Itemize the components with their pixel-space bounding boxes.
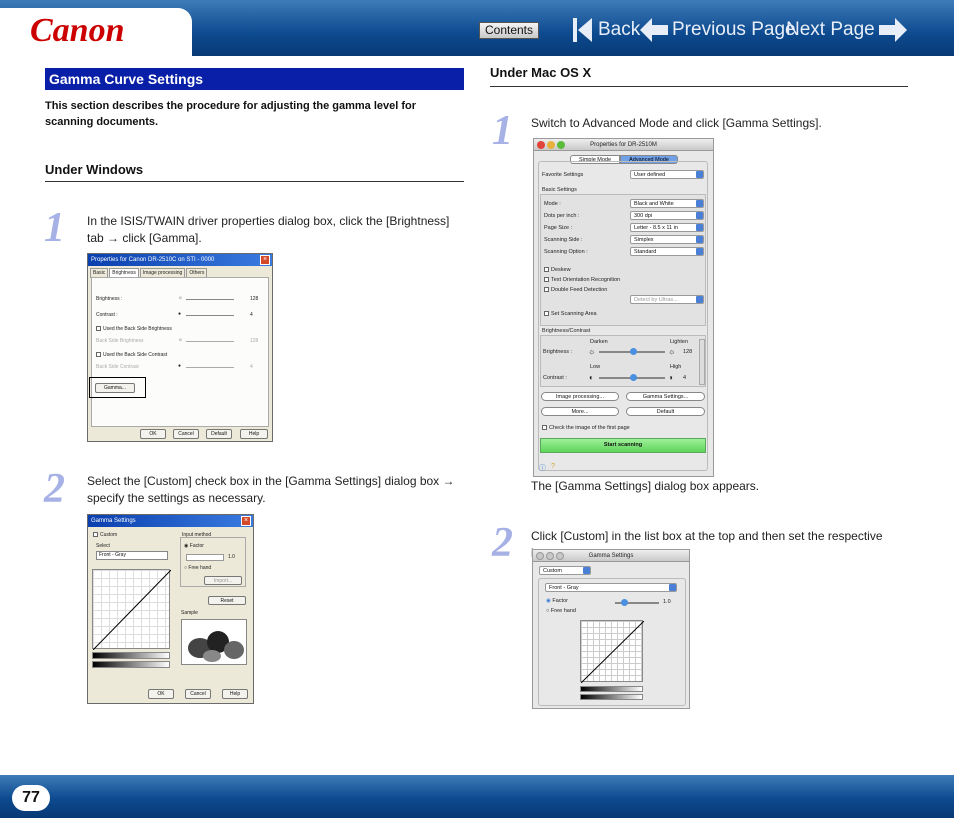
radio-icon: ◉ xyxy=(546,598,551,604)
windows-step2-number: 2 xyxy=(44,466,65,512)
brightness-slider[interactable] xyxy=(186,299,234,300)
slider-thumb[interactable] xyxy=(630,348,637,355)
contrast-icon: ◑ xyxy=(668,373,673,382)
windows-heading: Under Windows xyxy=(45,162,464,182)
tab-image-processing[interactable]: Image processing xyxy=(140,268,185,278)
check-first-page-checkbox[interactable] xyxy=(542,425,630,431)
mac-contrast-slider[interactable] xyxy=(599,377,665,379)
advanced-mode-tab[interactable]: Advanced Mode xyxy=(620,155,678,164)
gradient-bar-bottom xyxy=(92,661,170,668)
factor-label: Factor xyxy=(552,598,568,604)
favorite-select[interactable]: User defined xyxy=(630,170,704,179)
scanning-option-label: Scanning Option : xyxy=(544,249,588,255)
mode-label: Mode : xyxy=(544,201,561,207)
windows-step1-number: 1 xyxy=(44,205,65,251)
dialog-titlebar xyxy=(88,515,253,527)
factor-radio[interactable] xyxy=(546,598,568,604)
back-brightness-label: Back Side Brightness xyxy=(96,338,144,344)
high-label: High xyxy=(670,364,682,370)
windows-properties-dialog xyxy=(87,253,273,442)
mac-step1-number: 1 xyxy=(492,108,513,154)
contrast-value: 4 xyxy=(250,312,253,318)
next-page-label: Next Page xyxy=(786,19,875,40)
dpi-label: Dots per inch : xyxy=(544,213,580,219)
contrast-icon: ● xyxy=(178,363,182,369)
help-button[interactable]: Help xyxy=(222,689,248,699)
gradient-bar-bottom xyxy=(580,694,643,700)
factor-label: Factor xyxy=(189,543,204,549)
ok-button[interactable]: OK xyxy=(148,689,174,699)
import-button[interactable]: Import... xyxy=(204,576,242,585)
contents-button[interactable]: Contents xyxy=(479,22,539,39)
previous-page-label: Previous Page xyxy=(672,19,796,40)
lighten-label: Lighten xyxy=(670,339,689,345)
mac-step2-text: Click [Custom] in the list box at the top and then set the respective xyxy=(531,529,883,543)
slider-thumb[interactable] xyxy=(630,374,637,381)
windows-gamma-dialog xyxy=(87,514,254,704)
help-icon[interactable]: ? xyxy=(551,463,555,470)
text-orientation-label: Text Orientation Recognition xyxy=(551,277,621,283)
back-label: Back xyxy=(598,19,641,40)
mac-contrast-value: 4 xyxy=(683,375,687,381)
help-button[interactable]: Help xyxy=(240,429,268,439)
checkbox-icon xyxy=(544,277,549,282)
back-brightness-value: 128 xyxy=(250,338,259,344)
deskew-label: Deskew xyxy=(551,267,571,273)
custom-label: Custom xyxy=(100,532,118,538)
reset-button[interactable]: Reset xyxy=(208,596,246,605)
ok-button[interactable]: OK xyxy=(140,429,166,439)
mac-gamma-dialog xyxy=(532,549,690,709)
sample-fruit-image xyxy=(182,620,247,665)
canon-logo: Canon xyxy=(30,12,125,49)
slider-thumb[interactable] xyxy=(621,599,628,606)
sun-icon: ☼ xyxy=(588,347,596,356)
cancel-button[interactable]: Cancel xyxy=(173,429,199,439)
dialog-title: Properties for Canon DR-2510C on STI - 0000 xyxy=(91,257,215,263)
select-dropdown[interactable]: Front - Gray xyxy=(96,551,168,560)
free-hand-label: Free hand xyxy=(550,608,576,614)
zoom-icon[interactable] xyxy=(556,552,564,560)
sample-image xyxy=(181,619,247,665)
dpi-select[interactable]: 300 dpi xyxy=(630,211,704,220)
page-size-select[interactable]: Letter - 8.5 x 11 in xyxy=(630,223,704,232)
checkbox-icon xyxy=(544,267,549,272)
section-title: Gamma Curve Settings xyxy=(45,68,464,90)
favorite-label: Favorite Settings xyxy=(542,172,584,178)
gamma-button[interactable]: Gamma... xyxy=(95,383,135,393)
dialog-title: Properties for DR-2510M xyxy=(590,142,657,148)
left-arrow-icon xyxy=(640,16,668,44)
factor-radio[interactable]: ◉ Factor xyxy=(184,543,204,549)
custom-checkbox[interactable] xyxy=(93,532,117,538)
back-contrast-checkbox[interactable] xyxy=(96,352,167,358)
scrollbar[interactable] xyxy=(699,339,705,385)
default-button[interactable]: Default xyxy=(626,407,705,416)
mac-step1-after-text: The [Gamma Settings] dialog box appears. xyxy=(531,479,760,493)
back-button[interactable] xyxy=(572,14,640,46)
checkbox-icon xyxy=(542,425,547,430)
windows-step2-text: Select the [Custom] check box in the [Gamma Settings] dialog box → specify the settings as necessary. xyxy=(87,474,455,505)
tab-brightness[interactable]: Brightness xyxy=(109,268,139,278)
basic-settings-label: Basic Settings xyxy=(542,187,577,193)
dialog-titlebar xyxy=(88,254,272,266)
set-area-checkbox[interactable] xyxy=(544,311,597,317)
mac-brightness-value: 128 xyxy=(683,349,693,355)
footer-bar xyxy=(0,775,954,818)
checkbox-icon xyxy=(93,532,98,537)
image-processing-button[interactable]: Image processing... xyxy=(541,392,619,401)
back-brightness-slider[interactable] xyxy=(186,341,234,342)
more-button[interactable]: More... xyxy=(541,407,619,416)
next-page-button[interactable] xyxy=(786,14,907,46)
mac-heading: Under Mac OS X xyxy=(490,65,908,87)
close-icon[interactable] xyxy=(537,141,545,149)
back-contrast-slider[interactable] xyxy=(186,367,234,368)
double-feed-checkbox[interactable] xyxy=(544,287,607,293)
free-hand-radio[interactable] xyxy=(546,608,576,614)
radio-icon: ○ xyxy=(546,608,550,614)
gradient-bar-top xyxy=(580,686,643,692)
minimize-icon[interactable] xyxy=(547,141,555,149)
checkbox-icon xyxy=(544,311,549,316)
factor-slider[interactable] xyxy=(186,554,224,561)
start-scanning-button[interactable]: Start scanning xyxy=(540,438,706,453)
gamma-curve-graph[interactable] xyxy=(92,569,170,649)
mac-brightness-slider[interactable] xyxy=(599,351,665,353)
close-icon[interactable] xyxy=(536,552,544,560)
page-number: 77 xyxy=(12,785,50,811)
back-brightness-check-label: Used the Back Side Brightness xyxy=(103,326,172,332)
double-feed-label: Double Feed Detection xyxy=(551,287,608,293)
contrast-icon: ◐ xyxy=(589,373,594,382)
curve-line xyxy=(581,621,644,683)
checkbox-icon xyxy=(544,287,549,292)
close-icon[interactable]: × xyxy=(260,255,270,265)
brightness-value: 128 xyxy=(250,296,259,302)
contrast-slider[interactable] xyxy=(186,315,234,316)
darken-label: Darken xyxy=(590,339,608,345)
dialog-titlebar xyxy=(533,550,689,562)
windows-step1-text: In the ISIS/TWAIN driver properties dialog box, click the [Brightness] tab → click [Gamma]. xyxy=(87,214,450,245)
previous-page-button[interactable] xyxy=(640,14,796,46)
zoom-icon[interactable] xyxy=(557,141,565,149)
simple-mode-tab[interactable]: Simple Mode xyxy=(570,155,620,164)
sun-icon: ☼ xyxy=(178,337,183,343)
gradient-bar-top xyxy=(92,652,170,659)
dialog-title: Gamma Settings xyxy=(588,553,634,559)
sun-icon: ☼ xyxy=(668,347,676,356)
input-method-label: Input method xyxy=(182,532,212,538)
tab-others[interactable]: Others xyxy=(186,268,207,278)
mac-properties-dialog xyxy=(533,138,714,477)
mac-brightness-label: Brightness : xyxy=(543,349,573,355)
text-orientation-checkbox[interactable] xyxy=(544,277,620,283)
cancel-button[interactable]: Cancel xyxy=(185,689,211,699)
scanning-side-label: Scanning Side : xyxy=(544,237,583,243)
curve-line xyxy=(93,570,171,650)
back-contrast-value: 4 xyxy=(250,364,253,370)
brightness-contrast-heading: Brightness/Contrast xyxy=(542,328,591,334)
deskew-checkbox[interactable] xyxy=(544,267,571,273)
sample-label: Sample xyxy=(181,610,198,616)
set-area-label: Set Scanning Area xyxy=(551,311,597,317)
back-contrast-label: Back Side Contrast xyxy=(96,364,139,370)
mac-step1-text: Switch to Advanced Mode and click [Gamma Settings]. xyxy=(531,116,822,130)
close-icon[interactable]: × xyxy=(241,516,251,526)
low-label: Low xyxy=(590,364,601,370)
minimize-icon[interactable] xyxy=(546,552,554,560)
mac-contrast-label: Contrast : xyxy=(543,375,567,381)
factor-value: 1.0 xyxy=(228,554,235,560)
dialog-title: Gamma Settings xyxy=(91,518,136,524)
info-icon[interactable]: ⓘ xyxy=(539,465,546,472)
factor-slider[interactable] xyxy=(615,602,659,604)
checkbox-icon xyxy=(96,326,101,331)
scanning-side-select[interactable]: Simplex xyxy=(630,235,704,244)
scanning-option-select[interactable]: Standard xyxy=(630,247,704,256)
select-label: Select xyxy=(96,543,110,549)
page-size-label: Page Size : xyxy=(544,225,573,231)
gamma-settings-button[interactable]: Gamma Settings... xyxy=(626,392,705,401)
intro-text: This section describes the procedure for adjusting the gamma level for scanning documents. xyxy=(45,100,417,128)
right-arrow-icon xyxy=(879,16,907,44)
front-gray-select[interactable]: Front - Gray xyxy=(545,583,677,592)
gamma-curve-graph[interactable] xyxy=(580,620,643,682)
contrast-icon: ● xyxy=(178,311,182,317)
sun-icon: ☼ xyxy=(178,295,183,301)
mode-select[interactable]: Black and White xyxy=(630,199,704,208)
mac-step2-number: 2 xyxy=(492,520,513,566)
contrast-label: Contrast : xyxy=(96,312,118,318)
free-hand-radio[interactable]: ○ Free hand xyxy=(184,565,212,571)
check-first-page-label: Check the image of the first page xyxy=(549,425,630,431)
brightness-label: Brightness : xyxy=(96,296,123,302)
detect-by-select[interactable]: Detect by Ultras... xyxy=(630,295,704,304)
back-contrast-check-label: Used the Back Side Contrast xyxy=(103,352,168,358)
tab-basic[interactable]: Basic xyxy=(90,268,108,278)
back-icon xyxy=(572,16,594,44)
back-brightness-checkbox[interactable] xyxy=(96,326,172,332)
free-hand-label: Free hand xyxy=(188,565,212,571)
default-button[interactable]: Default xyxy=(206,429,232,439)
custom-select[interactable]: Custom xyxy=(539,566,591,575)
checkbox-icon xyxy=(96,352,101,357)
factor-value: 1.0 xyxy=(663,599,671,605)
dialog-titlebar xyxy=(534,139,713,151)
